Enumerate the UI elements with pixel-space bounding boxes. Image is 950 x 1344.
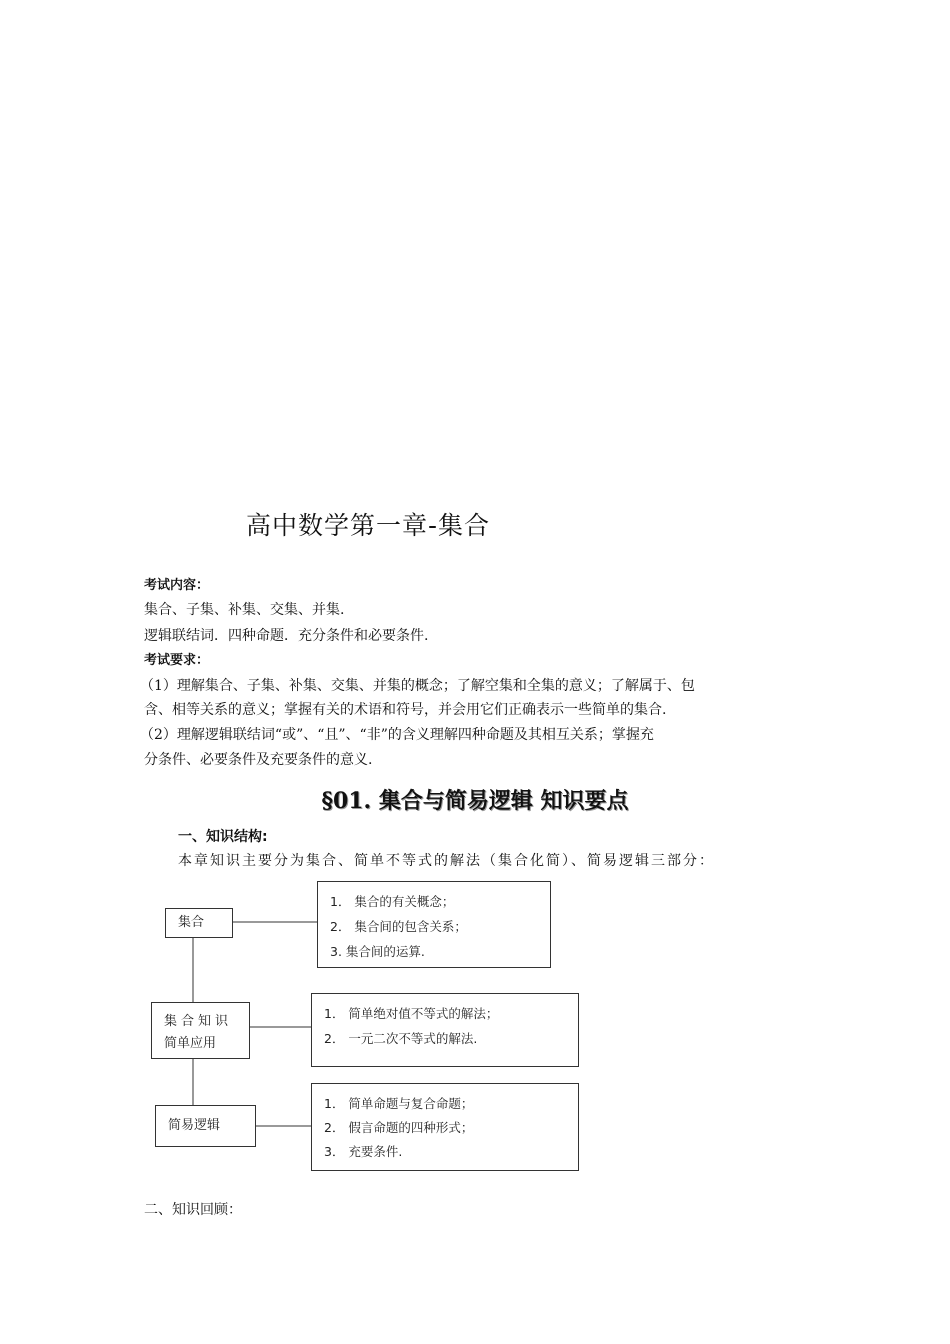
document-title: 高中数学第一章-集合 — [246, 511, 491, 540]
exam-content-line: 集合、子集、补集、交集、并集. — [144, 602, 345, 618]
exam-requirement-line: （2）理解逻辑联结词“或”、“且”、“非”的含义理解四种命题及其相互关系；掌握充 — [140, 727, 654, 743]
group-item: 1． 简单绝对值不等式的解法； — [324, 1006, 499, 1021]
exam-requirement-line: 含、相等关系的意义；掌握有关的术语和符号，并会用它们正确表示一些简单的集合. — [144, 702, 667, 718]
group-box-sets — [317, 881, 551, 968]
section-title: §01. 集合与简易逻辑 知识要点 — [321, 788, 629, 814]
node-label: 简易逻辑 — [168, 1118, 221, 1133]
knowledge-recap-heading: 二、知识回顾： — [144, 1202, 242, 1218]
group-item: 1． 集合的有关概念； — [330, 894, 455, 909]
exam-requirement-line: 分条件、必要条件及充要条件的意义. — [144, 752, 373, 768]
exam-requirement-line: （1）理解集合、子集、补集、交集、并集的概念；了解空集和全集的意义；了解属于、包 — [140, 678, 695, 694]
exam-content-line: 逻辑联结词．四种命题．充分条件和必要条件. — [144, 628, 429, 644]
node-label: 简单应用 — [164, 1036, 217, 1051]
node-label: 集合知识 — [164, 1014, 233, 1029]
exam-requirements-heading: 考试要求： — [144, 653, 210, 668]
knowledge-structure-heading: 一、知识结构: — [178, 829, 268, 845]
group-box-logic — [311, 1083, 579, 1171]
node-label: 集合 — [178, 915, 205, 930]
node-simple-logic — [155, 1105, 256, 1147]
node-set-applications — [151, 1002, 250, 1059]
group-item: 1． 简单命题与复合命题； — [324, 1096, 474, 1111]
node-sets — [165, 908, 233, 938]
group-item: 2． 一元二次不等式的解法. — [324, 1031, 478, 1046]
exam-content-heading: 考试内容： — [144, 578, 210, 593]
knowledge-structure-intro: 本章知识主要分为集合、简单不等式的解法（集合化简）、简易逻辑三部分： — [178, 853, 715, 869]
group-box-inequalities — [311, 993, 579, 1067]
group-item: 3. 集合间的运算. — [330, 944, 425, 959]
group-item: 2． 假言命题的四种形式； — [324, 1120, 474, 1135]
group-item: 2． 集合间的包含关系； — [330, 919, 467, 934]
group-item: 3． 充要条件. — [324, 1144, 403, 1159]
